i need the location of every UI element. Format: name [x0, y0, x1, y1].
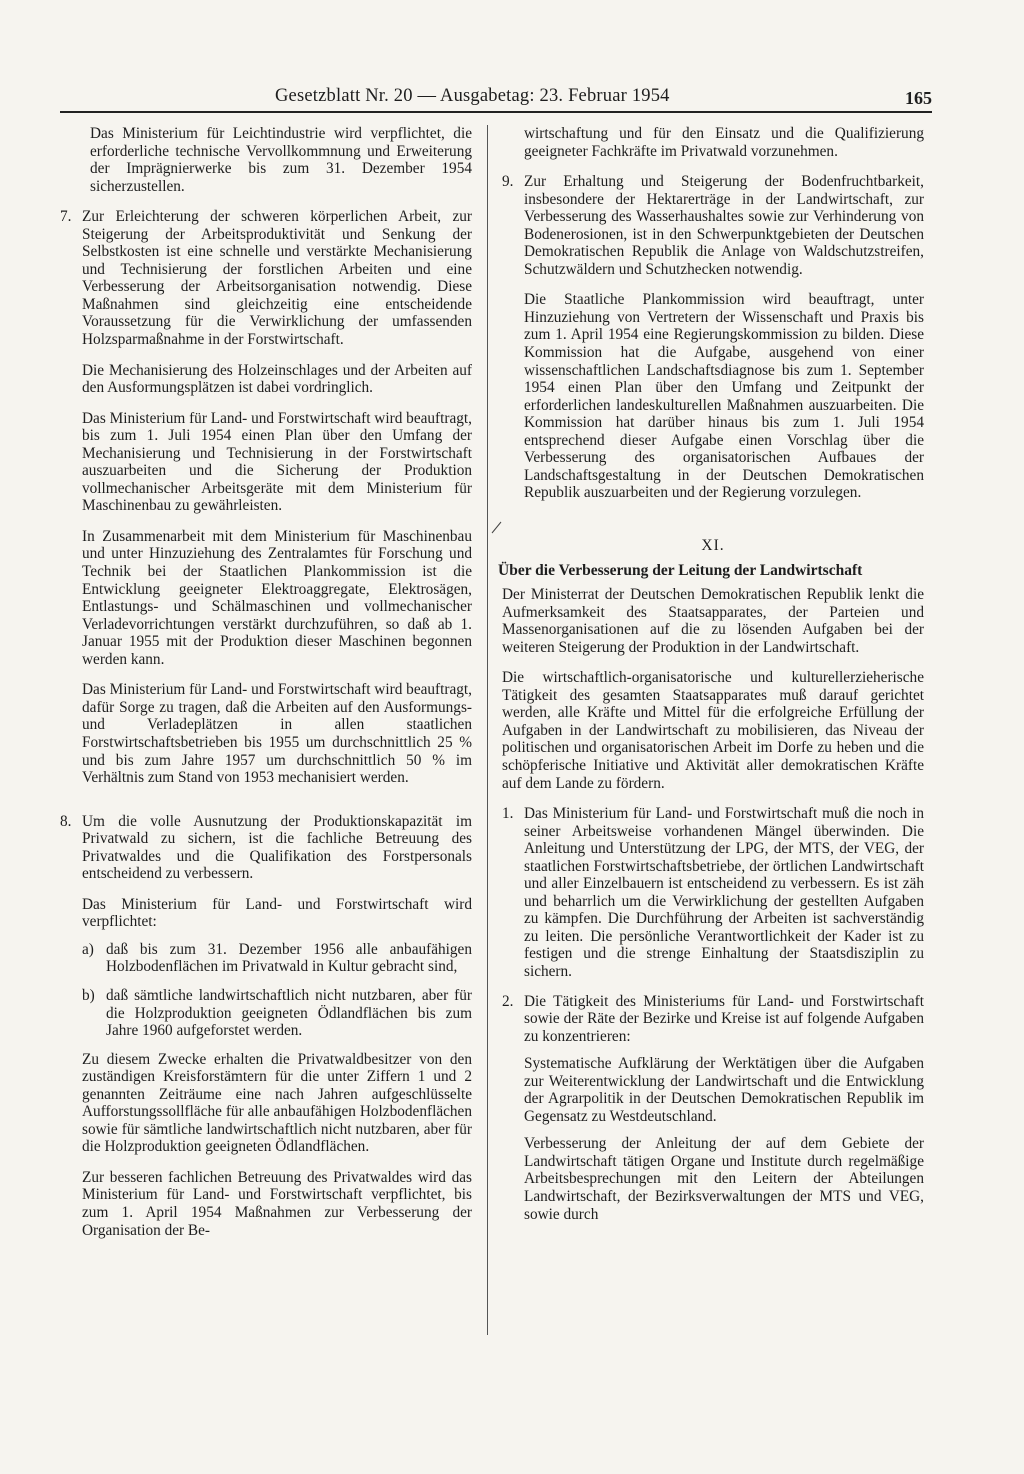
item-number: 2.: [502, 992, 514, 1010]
paragraph: Um die volle Ausnutzung der Produktionskapazität im Privatwald zu sichern, ist die fachliche Betreuung des Privatwaldes und die Qualifikation des Forstpersonals entscheidend zu verbessern.: [82, 812, 472, 883]
paragraph: Die Staatliche Plankommission wird beauftragt, unter Hinzuziehung von Vertretern der Wissenschaft und Praxis bis zum 1. April 1954 eine Regierungskommission zu bilden. Diese Kommission hat die Aufgabe, ausgehend von einer wissenschaftlichen Landschaftsdiagnose bis zum 1. September 1954 einen Plan über den Umfang und Zeitpunkt der erforderlichen landeskulturellen Maßnahmen auszuarbeiten. Die Kommission hat darüber hinaus bis zum 1. Juli 1954 entsprechend dieser Aufgabe einen Vorschlag über die Verbesserung des organisatorischen Aufbaues der Landschaftsgestaltung in der Deutschen Demokratischen Republik auszuarbeiten und der Regierung vorzulegen.: [524, 291, 924, 502]
paragraph: Das Ministerium für Land- und Forstwirtschaft wird beauftragt, dafür Sorge zu tragen, daß die Arbeiten auf den Ausformungs- und Verladeplätzen in allen staatlichen Forstwirtschaftsbetrieben bis 1955 um durchschnittlich 25 % und bis zum Jahre 1957 um durchschnittlich 50 % im Verhältnis zum Stand von 1953 mechanisiert werden.: [82, 681, 472, 787]
item-number: 8.: [60, 812, 72, 830]
paragraph: Zur besseren fachlichen Betreuung des Privatwaldes wird das Ministerium für Land- und Forstwirtschaft verpflichtet, bis zum 1. April 1954 Maßnahmen zur Verbesserung der Organisation der Be-: [82, 1168, 472, 1239]
paragraph: Verbesserung der Anleitung der auf dem Gebiete der Landwirtschaft tätigen Organe und Institute durch regelmäßige Arbeitsbesprechungen mit den Leitern der Abteilungen Landwirtschaft, der Bezirksverwaltungen der MTS und VEG, sowie durch: [524, 1135, 924, 1223]
item-9: [502, 173, 924, 515]
paragraph: Die Mechanisierung des Holzeinschlages und der Arbeiten auf den Ausformungsplätzen ist dabei vordringlich.: [82, 361, 472, 397]
paragraph: Zur Erleichterung der schweren körperlichen Arbeit, zur Steigerung der Arbeitsproduktivität und Senkung der Selbstkosten ist eine schnelle und verstärkte Mechanisierung und Technisierung der forstlichen Arbeiten und eine Verbesserung der Arbeitsorganisation notwendig. Diese Maßnahmen sind gleichzeitig eine entscheidende Voraussetzung für die Verwirklichung der umfassenden Holzsparmaßnahme in der Forstwirtschaft.: [82, 208, 472, 349]
sub-item-a: [82, 941, 472, 976]
sub-item-label: b): [82, 986, 95, 1004]
paragraph-continued: wirtschaftung und für den Einsatz und die Qualifizierung geeigneter Fachkräfte im Privatwald vorzunehmen.: [524, 125, 924, 160]
sub-item-text: daß sämtliche landwirtschaftlich nicht nutzbaren, aber für die Holzproduktion geeigneten Ödlandflächen bis zum Jahre 1960 aufgeforstet werden.: [106, 986, 472, 1040]
section-title: Über die Verbesserung der Leitung der Landwirtschaft: [498, 562, 863, 580]
item-number: 1.: [502, 805, 514, 823]
header-title: Gesetzblatt Nr. 20 — Ausgabetag: 23. Februar 1954: [275, 86, 670, 106]
item-7: [60, 208, 472, 799]
page-number: 165: [905, 88, 932, 108]
paragraph: Der Ministerrat der Deutschen Demokratischen Republik lenkt die Aufmerksamkeit des Staatsapparates, der Parteien und Massenorganisationen auf die zu lösenden Aufgaben bei der weiteren Steigerung der Produktion in der Landwirtschaft.: [502, 586, 924, 656]
header-rule: [60, 111, 932, 113]
paragraph: Die wirtschaftlich-organisatorische und kulturellerzieherische Tätigkeit des gesamten Staatsapparates muß darauf gerichtet werden, alle Kräfte und Mittel für die erfolgreiche Erfüllung der Aufgaben in der Landwirtschaft zu mobilisieren, das Niveau der politischen und organisatorischen Arbeit im Dorfe zu heben und die schöpferische Initiative und Aktivität aller demokratischen Kräfte auf dem Lande zu fördern.: [502, 669, 924, 792]
paragraph: Das Ministerium für Land- und Forstwirtschaft wird beauftragt, bis zum 1. Juli 1954 einen Plan über den Umfang der Mechanisierung und Technisierung in der Forstwirtschaft auszuarbeiten und die Sicherung der Produktion vollmechanischer Arbeitsgeräte mit dem Ministerium für Maschinenbau zu gewährleisten.: [82, 409, 472, 515]
page-header: [60, 86, 932, 112]
sub-item-text: daß bis zum 31. Dezember 1956 alle anbaufähigen Holzbodenflächen im Privatwald in Kultur gebracht sind,: [106, 940, 472, 976]
left-column: [60, 125, 472, 1265]
section-number: XI.: [701, 536, 725, 554]
sub-item-b: [82, 987, 472, 1040]
item-number: 7.: [60, 208, 72, 226]
item-2: [502, 993, 924, 1237]
item-8: [60, 813, 472, 1252]
paragraph: Systematische Aufklärung der Werktätigen über die Aufgaben zur Weiterentwicklung der Landwirtschaft und die Entwicklung der Agrarpolitik in der Deutschen Demokratischen Republik im Gegensatz zu Westdeutschland.: [524, 1055, 924, 1125]
right-column: [498, 125, 924, 1248]
paragraph: Das Ministerium für Land- und Forstwirtschaft wird verpflichtet:: [82, 895, 472, 931]
item-text: Die Tätigkeit des Ministeriums für Land- und Forstwirtschaft sowie der Räte der Bezirke und Kreise ist auf folgende Aufgaben zu konzentrieren:: [524, 992, 924, 1045]
paragraph: In Zusammenarbeit mit dem Ministerium für Maschinenbau und unter Hinzuziehung des Zentralamtes für Forschung und Technik bei der Staatlichen Plankommission ist die Entwicklung geeigneter Elektroaggregate, Elektrosägen, Entlastungs- und Schälmaschinen und vollmechanischer Verladevorrichtungen verstärkt durchzuführen, so daß ab 1. Januar 1955 mit der Produktion dieser Maschinen begonnen werden kann.: [82, 527, 472, 668]
paragraph: Zur Erhaltung und Steigerung der Bodenfruchtbarkeit, insbesondere der Hektarerträge in der Landwirtschaft, zur Verbesserung des Wasserhaushaltes sowie zur Verhinderung von Bodenerosionen, ist in den Schwerpunktgebieten der Deutschen Demokratischen Republik die Anlage von Waldschutzstreifen, Schutzwäldern und Schutzhecken notwendig.: [524, 173, 924, 278]
item-1: [502, 805, 924, 980]
item-number: 9.: [502, 173, 514, 191]
item-text: Das Ministerium für Land- und Forstwirtschaft muß die noch in seiner Arbeitsweise vorhandenen Mängel überwinden. Die Anleitung und Unterstützung der LPG, der MTS, der VEG, der staatlichen Forstwirtschaftsbetriebe, der örtlichen Landwirtschaft und aller Einzelbauern ist entscheidend zu verbessern. Es ist zäh und beharrlich um die Verwirklichung der gestellten Aufgaben zu kämpfen. Die Durchführung der Arbeiten ist sachverständig zu leiten. Die persönliche Verantwortlichkeit der Kader ist zu festigen und die strenge Einhaltung der Staatsdisziplin zu sichern.: [524, 805, 924, 980]
paragraph-intro: Das Ministerium für Leichtindustrie wird verpflichtet, die erforderliche technische Vervollkommnung und Erweiterung der Imprägnierwerke bis zum 31. Dezember 1954 sicherzustellen.: [90, 125, 472, 195]
column-divider: [487, 125, 488, 1335]
paragraph: Zu diesem Zwecke erhalten die Privatwaldbesitzer von den zuständigen Kreisforstämtern für die unter Ziffern 1 und 2 genannten Zeiträume eine nach Jahren aufgeschlüsselte Aufforstungssollfläche für alle anbaufähigen Holzbodenflächen sowie für sämtliche landwirtschaftlich nicht nutzbaren, aber für die Holzproduktion geeigneten Ödlandflächen.: [82, 1050, 472, 1156]
sub-item-label: a): [82, 940, 94, 958]
